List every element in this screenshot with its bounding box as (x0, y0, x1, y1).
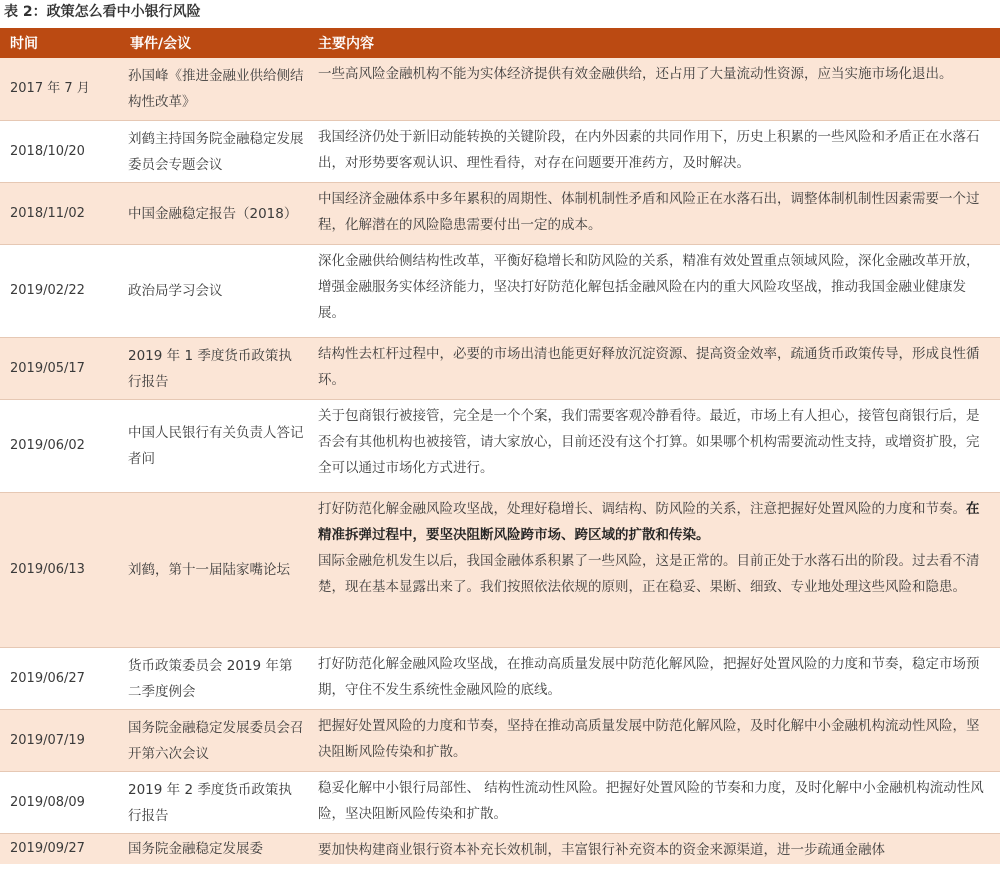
table-row (0, 772, 1000, 834)
row-date: 2018/10/20 (10, 143, 85, 159)
row-content: 关于包商银行被接管，完全是一个个案，我们需要客观冷静看待。最近，市场上有人担心，接管包商银行后，是否会有其他机构也被接管，请大家放心，目前还没有这个打算。如果哪个机构需要流动性支持，或增资扩股，完全可以通过市场化方式进行。 (318, 408, 980, 476)
row-content: 结构性去杠杆过程中，必要的市场出清也能更好释放沉淀资源、提高资金效率，疏通货币政策传导，形成良性循环。 (318, 346, 980, 388)
row-event: 刘鹤，第十一届陆家嘴论坛 (128, 562, 290, 578)
row-date: 2019/07/19 (10, 732, 85, 748)
row-event: 2019 年 1 季度货币政策执行报告 (128, 347, 292, 390)
row-event: 国务院金融稳定发展委员会召开第六次会议 (128, 719, 304, 762)
table-row (0, 493, 1000, 648)
row-content-text (318, 496, 992, 548)
row-date: 2019/06/02 (10, 438, 85, 453)
row-date: 2019/06/13 (10, 562, 85, 577)
row-content-part: 打好防范化解金融风险攻坚战，处理好稳增长、调结构、防风险的关系，注意把握好处置风险的力度和节奏。 (318, 501, 966, 517)
row-event: 国务院金融稳定发展委 (128, 841, 263, 857)
row-date: 2019/06/27 (10, 670, 85, 686)
row-event: 中国金融稳定报告（2018） (128, 205, 298, 222)
row-date: 2019/08/09 (10, 794, 85, 810)
row-date: 2018/11/02 (10, 205, 85, 221)
table-body (0, 58, 1000, 864)
table-row (0, 834, 1000, 864)
row-content: 把握好处置风险的力度和节奏，坚持在推动高质量发展中防范化解风险，及时化解中小金融机构流动性风险，坚决阻断风险传染和扩散。 (318, 718, 980, 760)
header-content: 主要内容 (318, 36, 374, 52)
table-row (0, 245, 1000, 338)
row-content-paragraph: 国际金融危机发生以后，我国金融体系积累了一些风险，这是正常的。目前正处于水落石出的阶段。过去看不清楚，现在基本显露出来了。我们按照依法依规的原则，正在稳妥、果断、细致、专业地处理这些风险和隐患。 (318, 553, 980, 595)
row-event: 货币政策委员会 2019 年第二季度例会 (128, 657, 293, 700)
row-content: 稳妥化解中小银行局部性、 结构性流动性风险。把握好处置风险的节奏和力度，及时化解中小金融机构流动性风险，坚决阻断风险传染和扩散。 (318, 780, 984, 822)
row-date: 2019/09/27 (10, 841, 85, 856)
row-content (308, 493, 1000, 647)
table-row (0, 648, 1000, 710)
table-row (0, 400, 1000, 493)
row-content-emphasis: 在精准拆弹过程中，要坚决阻断风险跨市场、跨区域的扩散和传染。 (318, 501, 980, 543)
row-event: 中国人民银行有关负责人答记者问 (128, 425, 304, 467)
row-content: 打好防范化解金融风险攻坚战，在推动高质量发展中防范化解风险，把握好处置风险的力度和节奏，稳定市场预期，守住不发生系统性金融风险的底线。 (318, 656, 980, 698)
row-date: 2019/05/17 (10, 360, 85, 376)
table-row (0, 710, 1000, 772)
row-event: 刘鹤主持国务院金融稳定发展委员会专题会议 (128, 130, 304, 173)
row-content: 我国经济仍处于新旧动能转换的关键阶段，在内外因素的共同作用下，历史上积累的一些风险和矛盾正在水落石出，对形势要客观认识、理性看待，对存在问题要开准药方，及时解决。 (318, 129, 980, 171)
row-content: 要加快构建商业银行资本补充长效机制，丰富银行补充资本的资金来源渠道，进一步疏通金融体 (318, 842, 885, 858)
row-date: 2017 年 7 月 (10, 81, 90, 96)
row-event: 政治局学习会议 (128, 283, 223, 299)
row-content: 深化金融供给侧结构性改革，平衡好稳增长和防风险的关系，精准有效处置重点领域风险，深化金融改革开放，增强金融服务实体经济能力，坚决打好防范化解包括金融风险在内的重大风险攻坚战，推动我国金融业健康发展。 (318, 253, 980, 321)
header-date: 时间 (10, 36, 38, 52)
row-event: 孙国峰《推进金融业供给侧结构性改革》 (128, 68, 304, 110)
table-caption: 表 2：政策怎么看中小银行风险 (4, 4, 201, 20)
row-date: 2019/02/22 (10, 283, 85, 298)
table-header (0, 28, 1000, 58)
table-row (0, 58, 1000, 121)
table-row (0, 183, 1000, 245)
table-row (0, 338, 1000, 400)
row-content: 中国经济金融体系中多年累积的周期性、体制机制性矛盾和风险正在水落石出，调整体制机制性因素需要一个过程，化解潜在的风险隐患需要付出一定的成本。 (318, 191, 980, 233)
table-row (0, 121, 1000, 183)
row-content: 一些高风险金融机构不能为实体经济提供有效金融供给，还占用了大量流动性资源，应当实施市场化退出。 (318, 66, 953, 82)
row-event: 2019 年 2 季度货币政策执行报告 (128, 781, 292, 824)
header-event: 事件/会议 (130, 36, 192, 52)
